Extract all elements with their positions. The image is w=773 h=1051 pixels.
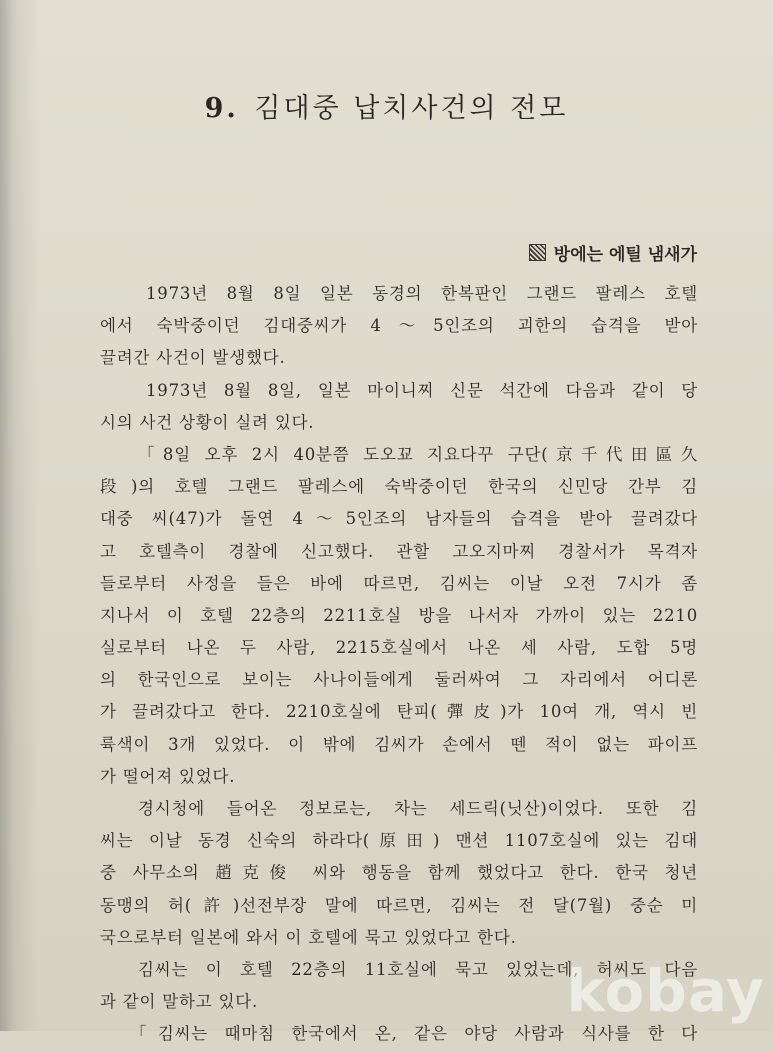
text-line: 김씨는 이 호텔 22층의 11호실에 묵고 있었는데, 허씨도 다음: [138, 959, 698, 979]
hatched-square-icon: [529, 244, 546, 261]
text-line: 륙색이 3개 있었다. 이 밖에 김씨가 손에서 뗀 적이 없는 파이프: [100, 734, 698, 754]
section-heading: [529, 240, 697, 265]
text-line: 씨는 이날 동경 신숙의 하라다(原田) 맨션 1107호실에 있는 김대: [100, 831, 698, 851]
text-line: 끌려간 사건이 발생했다.: [100, 348, 286, 368]
text-line: 가 끌려갔다고 한다. 2210호실에 탄피(彈皮)가 10여 개, 역시 빈: [100, 702, 698, 722]
chapter-title-text: 김대중 납치사건의 전모: [254, 93, 569, 124]
body-text: [100, 278, 698, 1051]
text-line: 「김씨는 때마침 한국에서 온, 같은 야당 사람과 식사를 한 다: [130, 1024, 698, 1044]
text-line: 대중 씨(47)가 돌연 4～5인조의 남자들의 습격을 받아 끌려갔다: [100, 509, 698, 529]
text-line: 국으로부터 일본에 와서 이 호텔에 묵고 있었다고 한다.: [100, 927, 517, 947]
text-line: 에서 숙박중이던 김대중씨가 4～5인조의 괴한의 습격을 받아: [100, 316, 698, 336]
text-line: 지나서 이 호텔 22층의 2211호실 방을 나서자 가까이 있는 2210: [100, 605, 698, 625]
text-line: 의 한국인으로 보이는 사나이들에게 둘러싸여 그 자리에서 어디론: [100, 670, 698, 690]
chapter-number: 9.: [204, 93, 239, 124]
text-line: 경시청에 들어온 정보로는, 차는 세드릭(닛산)이었다. 또한 김: [138, 799, 698, 818]
text-line: 들로부터 사정을 들은 바에 따르면, 김씨는 이날 오전 7시가 좀: [100, 573, 698, 593]
text-line: 1973년 8월 8일, 일본 마이니찌 신문 석간에 다음과 같이 당: [146, 380, 698, 400]
watermark-logo: kobay: [566, 957, 765, 1025]
section-heading-text: 방에는 에틸 냄새가: [553, 245, 697, 265]
text-line: 동맹의 허(許)선전부장 말에 따르면, 김씨는 전 달(7월) 중순 미: [100, 895, 698, 915]
text-line: 고 호텔측이 경찰에 신고했다. 관할 고오지마찌 경찰서가 목격자: [100, 541, 698, 561]
text-line: 「8일 오후 2시 40분쯤 도오꾜 지요다꾸 구단(京千代田區久: [138, 444, 698, 464]
text-line: 과 같이 말하고 있다.: [100, 992, 259, 1012]
text-line: 실로부터 나온 두 사람, 2215호실에서 나온 세 사람, 도합 5명: [100, 638, 698, 658]
text-line: 段)의 호텔 그랜드 팔레스에 숙박중이던 한국의 신민당 간부 김: [100, 477, 698, 497]
text-line: 가 떨어져 있었다.: [100, 766, 236, 786]
text-line: 중 사무소의 趙克俊 씨와 행동을 함께 했었다고 한다. 한국 청년: [100, 863, 698, 883]
text-line: 1973년 8월 8일 일본 동경의 한복판인 그랜드 팔레스 호텔: [146, 284, 698, 303]
chapter-title: [0, 86, 773, 125]
text-line: 시의 사건 상황이 실려 있다.: [100, 412, 315, 432]
